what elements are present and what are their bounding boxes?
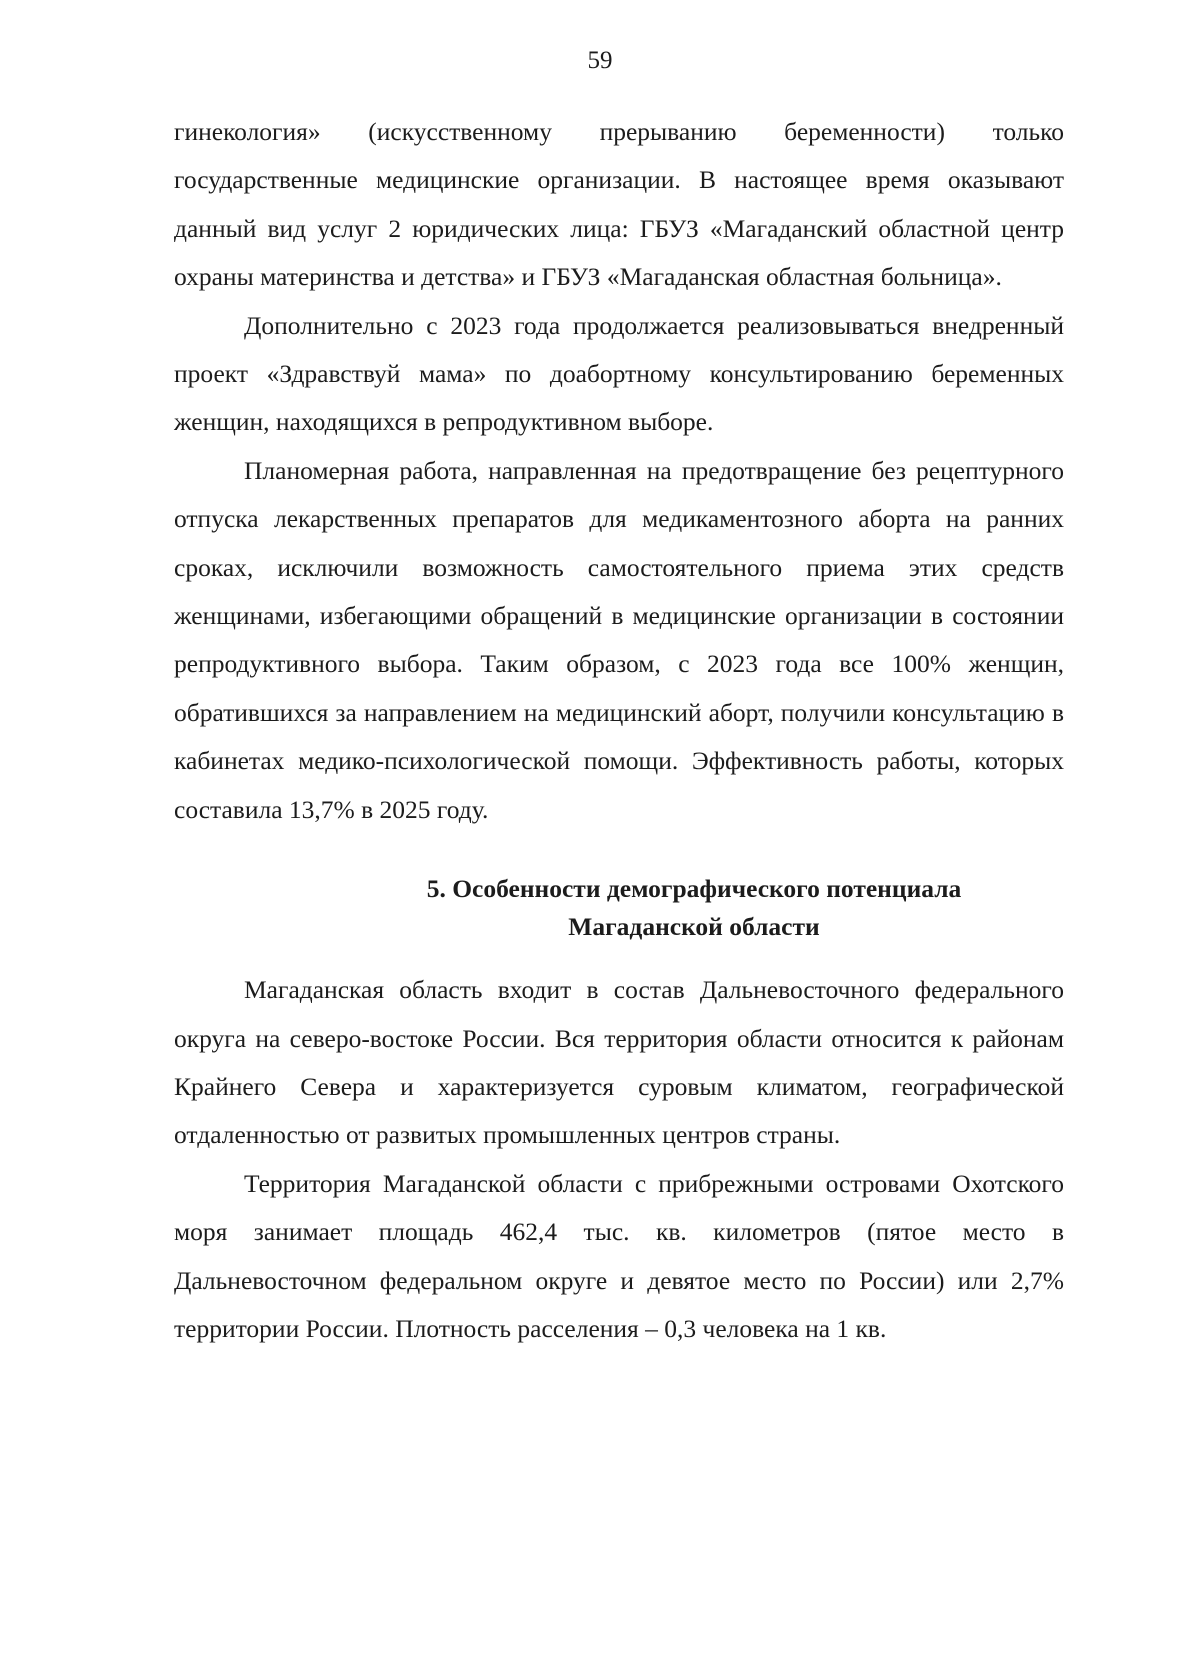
section-heading-line-2: Магаданской области [568,912,820,942]
paragraph-territory-area: Территория Магаданской области с прибрежными островами Охотского моря занимает площадь 462,4 тыс. кв. километров (пятое место в Дальневосточном федеральном округе и девятое место по России) или 2,7% территории России. Плотность расселения – 0,3 человека на 1 кв. [174,1168,1064,1343]
paragraph-continuation: гинекология» (искусственному прерыванию беременности) только государственные медицинские организации. В настоящее время оказывают данный вид услуг 2 юридических лица: ГБУЗ «Магаданский областной центр охраны материнства и детства» и ГБУЗ «Магаданская областная больница». [174,117,1064,292]
section-heading [174,870,1064,946]
page-number: 59 [587,47,613,74]
paragraph-region-overview: Магаданская область входит в состав Дальневосточного федерального округа на северо-востоке России. Вся территория области относится к районам Крайнего Севера и характеризуется суровым климатом, географической отдаленностью от развитых промышленных центров страны. [174,975,1064,1150]
paragraph-project-hello-mama: Дополнительно с 2023 года продолжается реализовываться внедренный проект «Здравствуй мама» по доабортному консультированию беременных женщин, находящихся в репродуктивном выборе. [174,310,1064,437]
document-body [174,108,1064,1353]
paragraph-planned-work: Планомерная работа, направленная на предотвращение без рецептурного отпуска лекарственных препаратов для медикаментозного аборта на ранних сроках, исключили возможность самостоятельного приема этих средств женщинами, избегающими обращений в медицинские организации в состоянии репродуктивного выбора. Таким образом, с 2023 года все 100% женщин, обратившихся за направлением на медицинский аборт, получили консультацию в кабинетах медико-психологической помощи. Эффективность работы, которых составила 13,7% в 2025 году. [174,455,1064,824]
section-heading-line-1: 5. Особенности демографического потенциала [426,874,962,904]
